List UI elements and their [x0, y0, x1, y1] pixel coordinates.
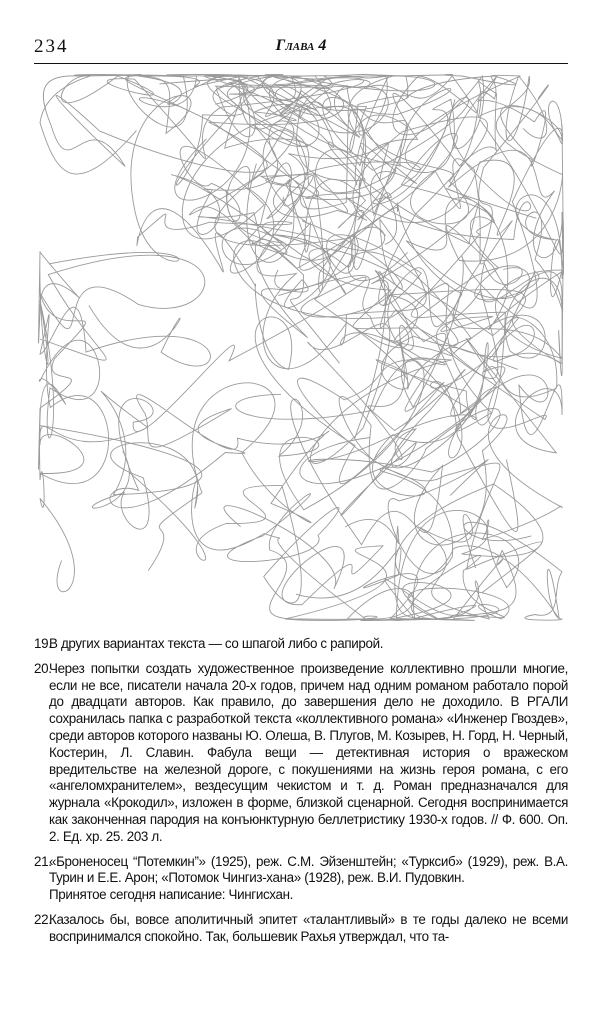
footnote-number: 21.	[34, 853, 52, 869]
page-number: 234	[34, 36, 69, 57]
scribble-stroke	[125, 75, 384, 337]
scribble-drawing	[34, 70, 568, 625]
footnote-addendum: Принятое сегодня написание: Чингисхан.	[49, 887, 294, 903]
scribble-stroke	[39, 255, 205, 591]
footnote-21	[34, 854, 568, 904]
footnote-number: 19.	[34, 636, 52, 651]
footnote-22	[34, 912, 568, 946]
footnote-text: В других вариантах текста — со шпагой либо с рапирой.	[49, 636, 384, 651]
footnotes	[34, 636, 568, 954]
footnote-text: Казалось бы, вовсе аполитичный эпитет «талантливый» в те годы далеко не всеми воспринимался спокойно. Так, большевик Рахья утверждал, что та-	[49, 911, 568, 944]
footnote-19	[34, 636, 568, 653]
footnote-text: Через попытки создать художественное произведение коллективно прошли многие, если не все, писатели начала 20-х годов, причем над одним романом работало порой до двадцати авторов. Как правило, до завершения дело не доходило. В РГАЛИ сохранилась папка с разработкой текста «коллективного романа» «Инженер Гвоздев», среди авторов которого названы Ю. Олеша, В. Плугов, М. Козырев, Н. Горд, Н. Черный, Костерин, Л. Славин. Фабула вещи — детективная история о вражеском вредительстве на железной дороге, с покушениями на жизнь героя романа, с его «ангеломхранителем», вездесущим чекистом и т. д. Роман предназначался для журнала «Крокодил», изложен в форме, близкой сценарной. Сегодня воспринимается как законченная пародия на конъюнктурную беллетристику 1930-х годов. // Ф. 600. Оп. 2. Ед. хр. 25. 203 л.	[49, 660, 568, 844]
running-head: Глава 4	[275, 37, 327, 54]
footnote-20	[34, 661, 568, 846]
scribble-stroke	[298, 324, 542, 593]
scribble-stroke	[224, 506, 489, 621]
scribble-figure	[34, 70, 568, 625]
scribble-stroke	[180, 76, 455, 270]
page-header	[34, 36, 568, 60]
footnote-text: «Броненосец “Потемкин”» (1925), реж. С.М. Эйзенштейн; «Турксиб» (1929), реж. В.А. Турин и Е.Е. Арон; «Потомок Чингиз-хана» (1928), реж. В.И. Пудовкин.	[49, 853, 568, 886]
scribble-stroke	[92, 443, 377, 620]
footnote-number: 20.	[34, 660, 52, 676]
scribble-stroke	[39, 251, 211, 483]
footnote-number: 22.	[34, 911, 52, 927]
scribble-stroke	[345, 484, 562, 620]
header-rule	[34, 63, 568, 64]
